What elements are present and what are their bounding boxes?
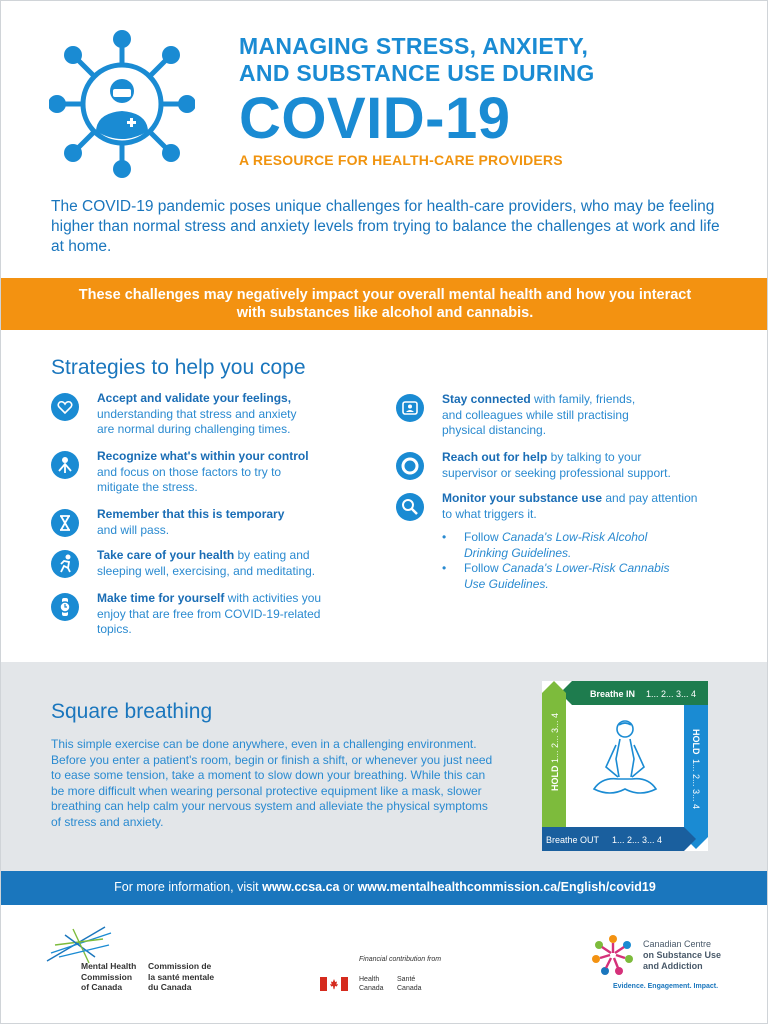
more-info-or: or bbox=[339, 880, 358, 894]
strategy-recognize-control bbox=[97, 449, 397, 496]
square-breathing-section bbox=[1, 662, 768, 872]
guidelines-list bbox=[442, 530, 722, 592]
bullet-prefix: Follow bbox=[464, 561, 503, 575]
ccsa-logo-icon bbox=[591, 933, 635, 977]
banner-line-2: with substances like alcohol and cannabis. bbox=[236, 305, 534, 321]
guideline-cannabis bbox=[442, 561, 722, 592]
watch-icon bbox=[51, 593, 79, 621]
runner-icon bbox=[51, 550, 79, 578]
strategy-text: are normal during challenging times. bbox=[97, 422, 291, 436]
banner-line-1: These challenges may negatively impact your overall mental health and how you interact bbox=[78, 287, 692, 303]
ccsa-name-line: and Addiction bbox=[643, 961, 703, 971]
mhcc-name-fr bbox=[148, 961, 214, 993]
ccsa-link[interactable]: www.ccsa.ca bbox=[262, 880, 340, 894]
hc-fr-line: Canada bbox=[397, 985, 422, 992]
guideline-title: Canada's Low-Risk Alcohol bbox=[502, 530, 648, 544]
breathe-out-label: Breathe OUT bbox=[546, 835, 600, 845]
mhcc-en-line: Commission bbox=[81, 971, 133, 982]
ccsa-name bbox=[643, 939, 721, 972]
hourglass-icon bbox=[51, 509, 79, 537]
strategy-text: with family, friends, bbox=[530, 392, 636, 406]
title-line-2: AND SUBSTANCE USE DURING bbox=[239, 60, 595, 86]
financial-contribution-label: Financial contribution from bbox=[359, 956, 442, 963]
mhcc-fr-line: la santé mentale bbox=[148, 971, 215, 982]
magnifier-icon bbox=[396, 493, 424, 521]
breathe-in-count: 1... 2... 3... 4 bbox=[646, 689, 697, 699]
lifebuoy-icon bbox=[396, 452, 424, 480]
hold-right-label: HOLD bbox=[691, 729, 701, 755]
strategy-bold: Reach out for help bbox=[442, 450, 548, 464]
square-breathing-text: This simple exercise can be done anywhere, even in a challenging environment. Before you enter a patient's room, begin or finish a shift, or whenever you just need to ease some tension, take a moment to slow down your breathing. While this can be more difficult when wearing personal protective equipment like a mask, slower breathing can help calm your nervous system and alleviate the physical symptoms of stress and anxiety. bbox=[51, 737, 493, 829]
strategy-bold: Accept and validate your feelings, bbox=[97, 391, 292, 405]
mhcc-logo-icon bbox=[45, 925, 115, 965]
mhcc-fr-line: Commission de bbox=[148, 961, 212, 971]
strategies-heading: Strategies to help you cope bbox=[51, 356, 306, 379]
strategy-text: by talking to your bbox=[547, 450, 642, 464]
mhcc-fr-line: du Canada bbox=[148, 982, 192, 992]
strategy-reach-out bbox=[442, 450, 742, 481]
mhcc-link[interactable]: www.mentalhealthcommission.ca/English/covid19 bbox=[357, 880, 656, 894]
strategy-text: sleeping well, exercising, and meditating. bbox=[97, 563, 316, 578]
control-icon bbox=[51, 451, 79, 479]
square-breathing-diagram bbox=[542, 681, 708, 851]
mhcc-en-line: of Canada bbox=[81, 982, 123, 992]
hold-left-count: 1... 2... 3... 4 bbox=[550, 712, 560, 763]
strategy-bold: Stay connected bbox=[442, 392, 531, 406]
more-info-bar bbox=[1, 871, 768, 905]
hc-fr-line: Santé bbox=[397, 976, 416, 983]
page-title: COVID-19 bbox=[239, 86, 511, 151]
strategy-text: mitigate the stress. bbox=[97, 480, 198, 494]
strategy-stay-connected bbox=[442, 392, 742, 439]
strategy-bold: Remember that this is temporary bbox=[97, 507, 285, 521]
hold-right-count: 1... 2... 3... 4 bbox=[691, 759, 701, 810]
strategy-text: enjoy that are free from COVID-19-related bbox=[97, 606, 321, 621]
strategy-text: understanding that stress and anxiety bbox=[97, 406, 297, 421]
strategy-text: and colleagues while still practising bbox=[442, 407, 629, 422]
more-info-prefix: For more information, visit bbox=[114, 880, 263, 894]
strategy-bold: Recognize what's within your control bbox=[97, 449, 309, 463]
strategy-bold: Take care of your health bbox=[97, 548, 235, 562]
strategy-temporary bbox=[97, 507, 397, 538]
strategy-text: supervisor or seeking professional support. bbox=[442, 465, 671, 480]
ccsa-name-line: on Substance Use bbox=[643, 950, 722, 960]
strategy-text: to what triggers it. bbox=[442, 506, 537, 521]
mhcc-name-en bbox=[81, 961, 136, 993]
strategy-bold: Make time for yourself bbox=[97, 591, 225, 605]
footer bbox=[1, 905, 768, 1024]
heart-hands-icon bbox=[51, 393, 79, 421]
strategy-text: and will pass. bbox=[97, 522, 170, 537]
strategy-text: physical distancing. bbox=[442, 423, 547, 437]
strategy-text: with activities you bbox=[224, 591, 322, 605]
breathe-out-count: 1... 2... 3... 4 bbox=[612, 835, 663, 845]
page-subtitle: A RESOURCE FOR HEALTH-CARE PROVIDERS bbox=[239, 152, 563, 168]
strategy-monitor-substance bbox=[442, 491, 722, 592]
strategy-health bbox=[97, 548, 397, 579]
challenges-banner bbox=[1, 278, 768, 330]
hc-en-line: Canada bbox=[359, 985, 384, 992]
ccsa-name-line: Canadian Centre bbox=[643, 939, 712, 949]
intro-paragraph: The COVID-19 pandemic poses unique challenges for health-care providers, who may be feeling higher than normal stress and anxiety levels from trying to balance the challenges at work and life at home. bbox=[51, 198, 720, 255]
ccsa-tagline: Evidence. Engagement. Impact. bbox=[613, 983, 719, 990]
breathe-in-label: Breathe IN bbox=[590, 689, 636, 699]
guideline-alcohol bbox=[442, 530, 722, 561]
hc-en-line: Health bbox=[359, 976, 380, 983]
strategy-bold: Monitor your substance use bbox=[442, 491, 603, 505]
strategy-time-yourself bbox=[97, 591, 397, 638]
strategy-accept-feelings bbox=[97, 391, 397, 438]
health-canada-en bbox=[359, 975, 384, 993]
health-provider-network-icon bbox=[49, 29, 195, 179]
strategy-text: by eating and bbox=[234, 548, 310, 562]
hold-left-label: HOLD bbox=[550, 765, 560, 791]
mhcc-en-line: Mental Health bbox=[81, 961, 137, 971]
bullet-prefix: Follow bbox=[464, 530, 503, 544]
guideline-title: Use Guidelines. bbox=[464, 576, 549, 591]
guideline-title: Canada's Lower-Risk Cannabis bbox=[502, 561, 670, 575]
health-canada-fr bbox=[397, 975, 422, 993]
title-block bbox=[239, 33, 739, 168]
strategy-text: and focus on those factors to try to bbox=[97, 464, 282, 479]
strategy-text: and pay attention bbox=[602, 491, 698, 505]
strategy-text: topics. bbox=[97, 622, 132, 636]
title-line-1: MANAGING STRESS, ANXIETY, bbox=[239, 33, 589, 59]
video-call-icon bbox=[396, 394, 424, 422]
guideline-title: Drinking Guidelines. bbox=[464, 545, 572, 560]
canada-flag-icon bbox=[320, 977, 348, 991]
square-breathing-heading: Square breathing bbox=[51, 700, 213, 723]
